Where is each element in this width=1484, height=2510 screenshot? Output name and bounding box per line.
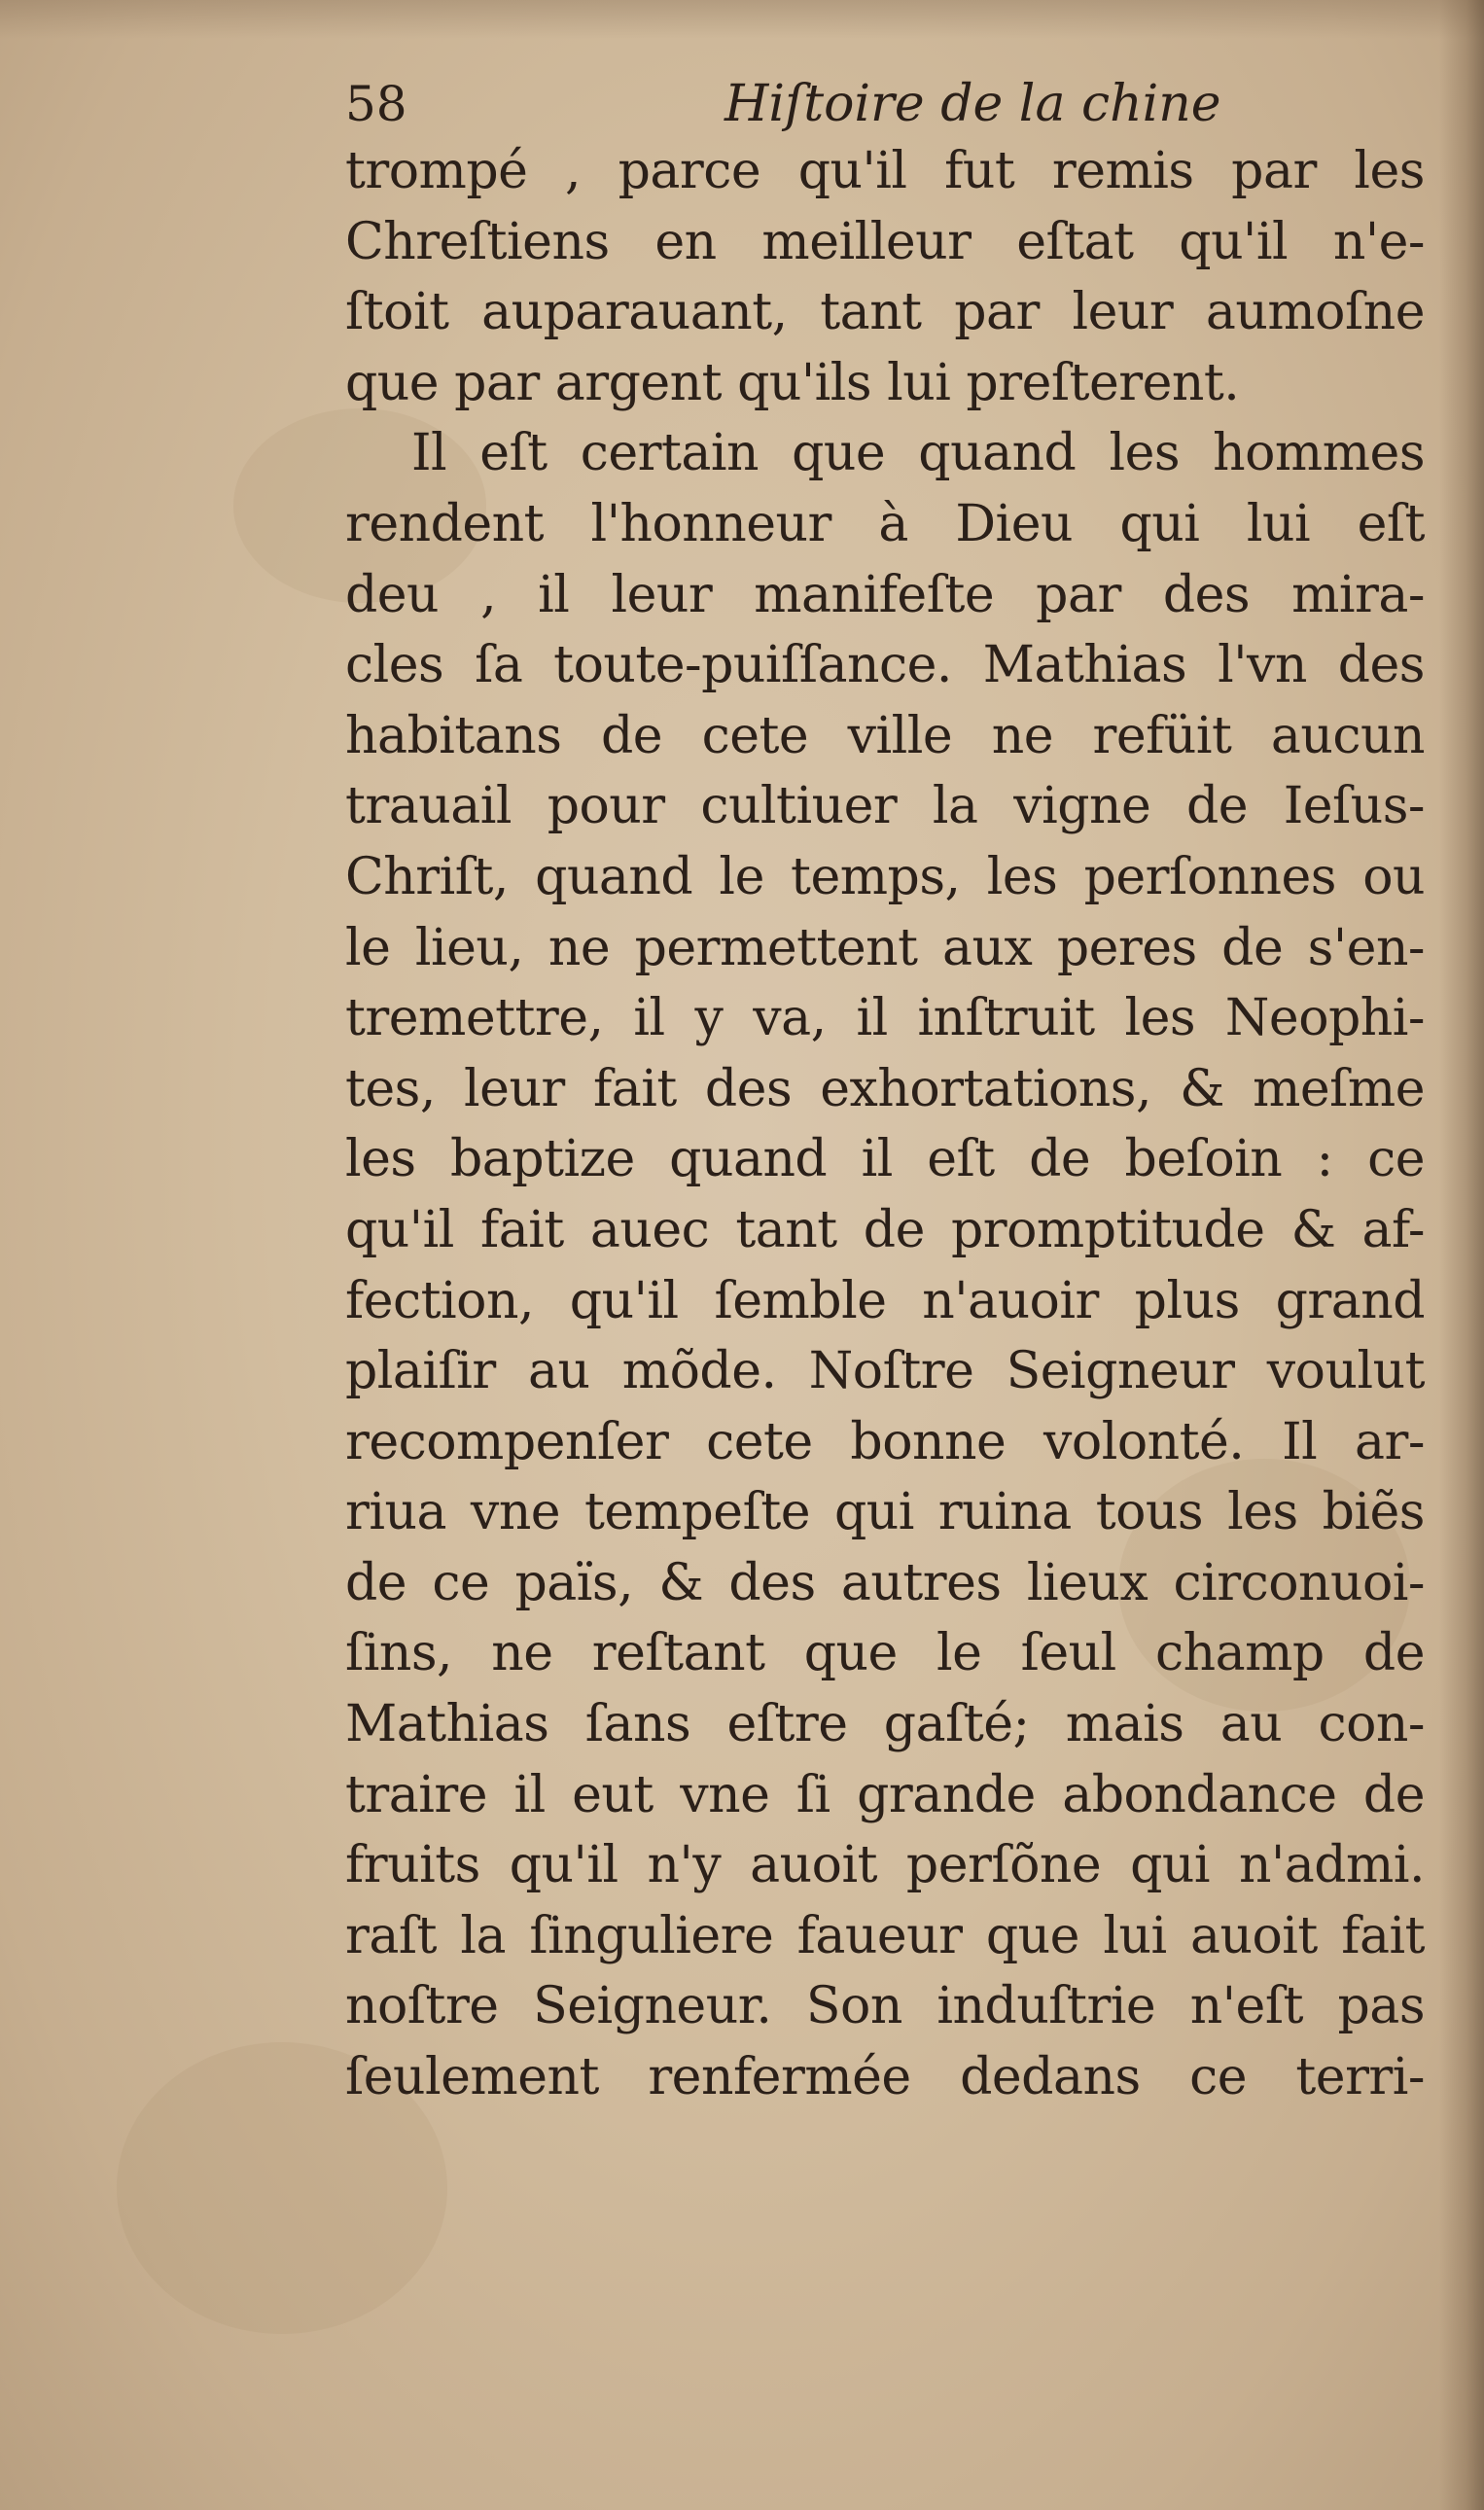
page-top-shadow — [0, 0, 1484, 39]
text-line: Mathias ſans eſtre gaſté; mais au con- — [345, 1695, 1425, 1754]
text-line: recompenſer cete bonne volonté. Il ar- — [345, 1412, 1425, 1471]
text-line: le lieu, ne permettent aux peres de s'en- — [345, 918, 1425, 977]
text-line: riua vne tempeſte qui ruina tous les biẽs — [345, 1483, 1425, 1542]
text-line: trauail pour cultiuer la vigne de Ieſus- — [345, 777, 1425, 836]
text-line: ſeulement renfermée dedans ce terri- — [345, 2048, 1425, 2107]
text-line: que par argent qu'ils lui preſterent. — [345, 353, 1240, 412]
text-line: tes, leur fait des exhortations, & meſme — [345, 1059, 1425, 1118]
text-line: cles ſa toute-puiſſance. Mathias l'vn des — [345, 636, 1425, 695]
text-line: noſtre Seigneur. Son induſtrie n'eſt pas — [345, 1977, 1425, 2036]
text-line: ſtoit auparauant, tant par leur aumoſne — [345, 283, 1425, 342]
text-line: deu , il leur manifeſte par des mira- — [345, 565, 1425, 624]
body-text — [345, 136, 1425, 2113]
text-line: Chriſt, quand le temps, les perſonnes ou — [345, 847, 1425, 906]
text-line: Chreſtiens en meilleur eſtat qu'il n'e- — [345, 212, 1425, 271]
text-line: rendent l'honneur à Dieu qui lui eſt — [345, 494, 1425, 553]
text-line: Il eſt certain que quand les hommes — [411, 424, 1425, 483]
running-title: Hiſtoire de la chine — [724, 75, 1221, 133]
page-number: 58 — [345, 76, 407, 132]
text-line: qu'il fait auec tant de promptitude & af- — [345, 1200, 1425, 1259]
page-gutter-shadow — [1439, 0, 1484, 2510]
text-line: tremettre, il y va, il inſtruit les Neophi- — [345, 989, 1425, 1048]
text-line: traire il eut vne ſi grande abondance de — [345, 1765, 1425, 1824]
text-line: fection, qu'il ſemble n'auoir plus grand — [345, 1271, 1425, 1330]
text-line: raſt la ſinguliere faueur que lui auoit fait — [345, 1906, 1425, 1965]
text-line: fruits qu'il n'y auoit perſõne qui n'admi. — [345, 1836, 1425, 1895]
text-line: de ce païs, & des autres lieux circonuoi- — [345, 1553, 1425, 1612]
page-header — [345, 70, 1415, 138]
text-line: habitans de cete ville ne refüit aucun — [345, 706, 1425, 765]
text-line: ſins, ne reſtant que le ſeul champ de — [345, 1624, 1425, 1683]
text-line: trompé , parce qu'il fut remis par les — [345, 142, 1425, 200]
text-line: les baptize quand il eſt de beſoin : ce — [345, 1130, 1425, 1189]
text-line: plaiſir au mõde. Noſtre Seigneur voulut — [345, 1342, 1425, 1401]
